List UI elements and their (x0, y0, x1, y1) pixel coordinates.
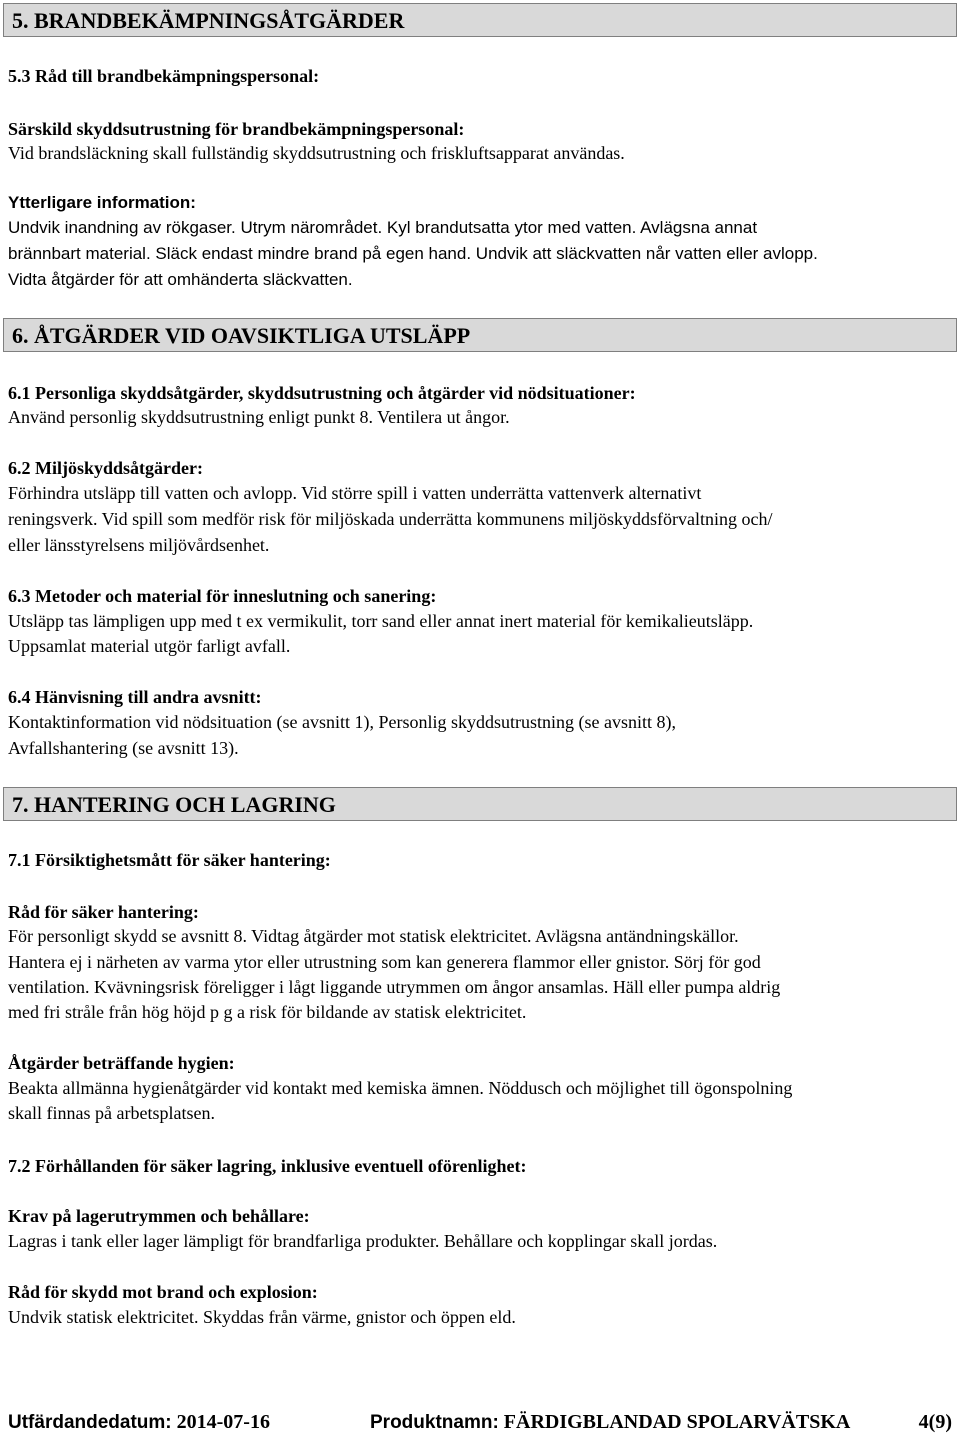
further-info-line: Vidta åtgärder för att omhänderta släckvatten. (8, 270, 353, 289)
footer-product (370, 1409, 850, 1436)
footer-page-number: 4(9) (918, 1411, 952, 1433)
section-6-3-title: 6.3 Metoder och material för inneslutning och sanering: (8, 586, 437, 606)
safe-handling-label: Råd för säker hantering: (8, 902, 199, 922)
footer-date-label: Utfärdandedatum: (8, 1412, 172, 1433)
footer-product-value: FÄRDIGBLANDAD SPOLARVÄTSKA (503, 1411, 851, 1433)
protective-equipment-text: Vid brandsläckning skall fullständig skyddsutrustning och friskluftsapparat användas. (8, 143, 625, 163)
section-6-4-line: Avfallshantering (se avsnitt 13). (8, 738, 239, 758)
safe-handling-line: Hantera ej i närheten av varma ytor eller utrustning som kan generera flammor eller gnistor. Sörj för god (8, 952, 761, 972)
footer-product-label: Produktnamn: (370, 1412, 499, 1433)
section-6-3-line: Uppsamlat material utgör farligt avfall. (8, 636, 291, 656)
safe-handling-line: med fri stråle från hög höjd p g a risk för bildande av statisk elektricitet. (8, 1002, 527, 1022)
section-7-heading: 7. HANTERING OCH LAGRING (12, 792, 336, 817)
section-7-band (3, 787, 957, 821)
fire-protection-label: Råd för skydd mot brand och explosion: (8, 1282, 318, 1302)
further-info-line: Undvik inandning av rökgaser. Utrym närområdet. Kyl brandutsatta ytor med vatten. Avlägsna annat (8, 218, 758, 237)
section-7-1-title: 7.1 Försiktighetsmått för säker hantering: (8, 850, 331, 870)
safe-handling-line: För personligt skydd se avsnitt 8. Vidtag åtgärder mot statisk elektricitet. Avlägsna antändningskällor. (8, 926, 739, 946)
hygiene-line: Beakta allmänna hygienåtgärder vid kontakt med kemiska ämnen. Nöddusch och möjlighet till ögonspolning (8, 1078, 793, 1098)
further-info-label: Ytterligare information: (8, 193, 196, 212)
section-6-heading: 6. ÅTGÄRDER VID OAVSIKTLIGA UTSLÄPP (12, 323, 471, 348)
section-5-band (3, 3, 957, 37)
fire-protection-line: Undvik statisk elektricitet. Skyddas från värme, gnistor och öppen eld. (8, 1307, 516, 1327)
hygiene-line: skall finnas på arbetsplatsen. (8, 1103, 215, 1123)
section-6-3-line: Utsläpp tas lämpligen upp med t ex vermikulit, torr sand eller annat inert material för kemikalieutsläpp. (8, 611, 754, 631)
section-5-heading: 5. BRANDBEKÄMPNINGSÅTGÄRDER (12, 8, 405, 33)
hygiene-label: Åtgärder beträffande hygien: (8, 1053, 235, 1073)
section-6-2-line: reningsverk. Vid spill som medför risk för miljöskada underrätta kommunens miljöskyddsförvaltning och/ (8, 509, 773, 529)
section-7-2-title: 7.2 Förhållanden för säker lagring, inklusive eventuell oförenlighet: (8, 1156, 527, 1176)
footer-date-value: 2014-07-16 (176, 1411, 270, 1433)
section-6-band (3, 318, 957, 352)
section-6-4-title: 6.4 Hänvisning till andra avsnitt: (8, 687, 262, 707)
further-info-line: brännbart material. Släck endast mindre brand på egen hand. Undvik att släckvatten når vatten eller avlopp. (8, 244, 818, 263)
safe-handling-line: ventilation. Kvävningsrisk föreligger i lågt liggande utrymmen om ångor ansamlas. Häll eller pumpa aldrig (8, 977, 781, 997)
section-6-2-line: Förhindra utsläpp till vatten och avlopp. Vid större spill i vatten underrätta vattenverk alternativt (8, 483, 702, 503)
storage-line: Lagras i tank eller lager lämpligt för brandfarliga produkter. Behållare och kopplingar skall jordas. (8, 1231, 718, 1251)
section-6-1-line: Använd personlig skyddsutrustning enligt punkt 8. Ventilera ut ångor. (8, 407, 510, 427)
section-6-2-line: eller länsstyrelsens miljövårdsenhet. (8, 535, 270, 555)
section-5-3-title: 5.3 Råd till brandbekämpningspersonal: (8, 66, 320, 86)
footer-issue-date (8, 1409, 270, 1436)
section-6-2-title: 6.2 Miljöskyddsåtgärder: (8, 458, 203, 478)
storage-label: Krav på lagerutrymmen och behållare: (8, 1206, 310, 1226)
section-6-4-line: Kontaktinformation vid nödsituation (se avsnitt 1), Personlig skyddsutrustning (se avsnitt 8), (8, 712, 676, 732)
page-footer (8, 1409, 952, 1435)
protective-equipment-label: Särskild skyddsutrustning för brandbekämpningspersonal: (8, 119, 465, 139)
section-6-1-title: 6.1 Personliga skyddsåtgärder, skyddsutrustning och åtgärder vid nödsituationer: (8, 383, 636, 403)
